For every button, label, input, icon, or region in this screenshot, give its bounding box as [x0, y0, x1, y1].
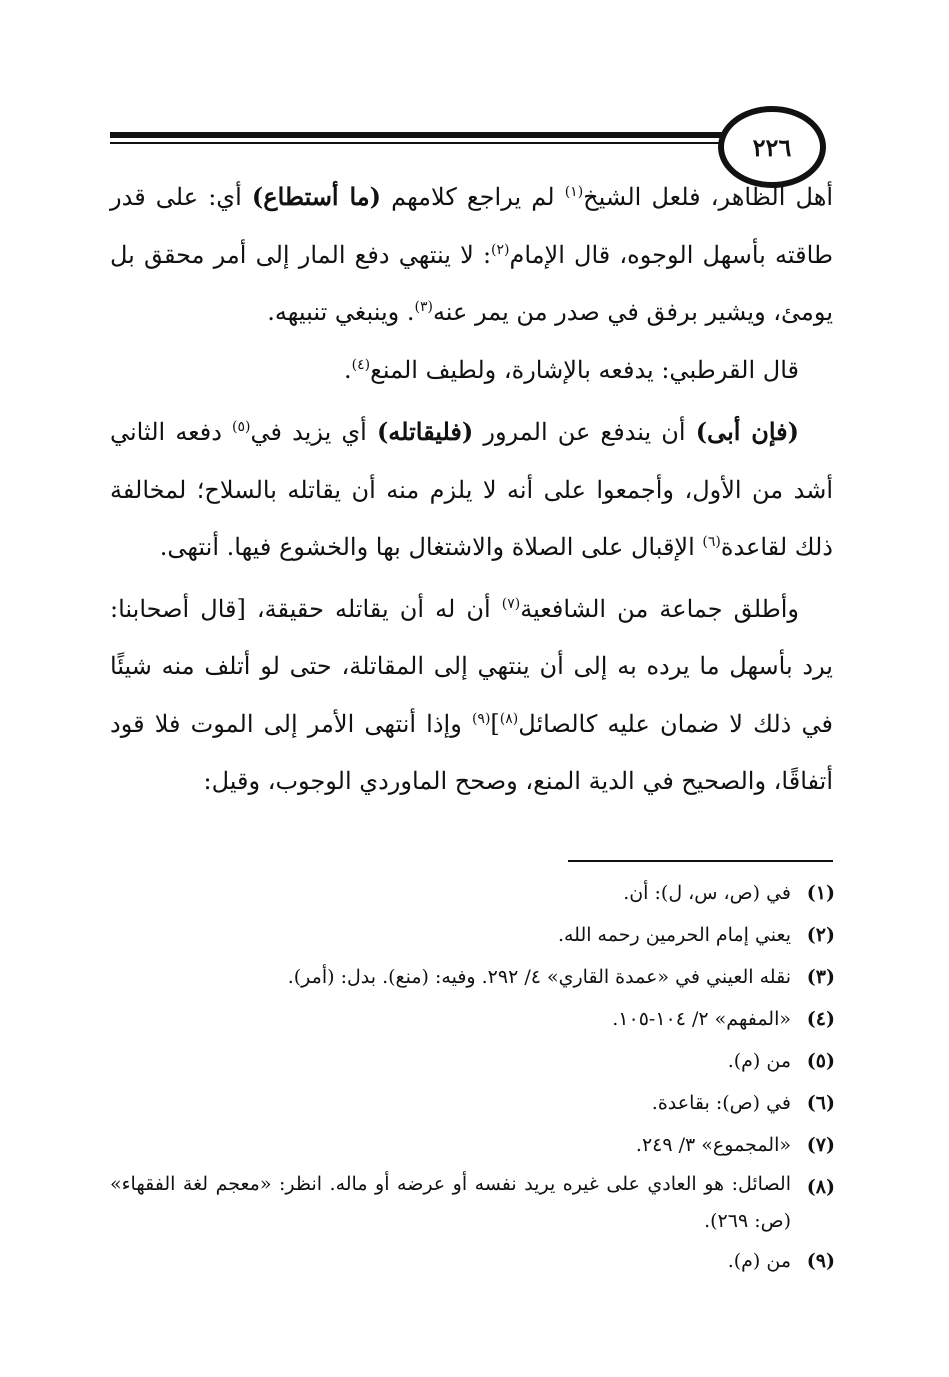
footnote-number: (١) — [806, 882, 835, 904]
footnote-ref-8: (٨) — [499, 710, 519, 727]
footnote-2 — [110, 914, 835, 956]
footnote-ref-7: (٧) — [501, 595, 521, 612]
footnote-text: «المجموع» ٣/ ٢٤٩. — [635, 1134, 791, 1156]
footnote-1 — [110, 872, 835, 914]
matn-quote: (فليقاتله) — [376, 417, 474, 446]
footnote-number: (٧) — [806, 1134, 835, 1156]
footnote-number: (٥) — [806, 1050, 835, 1072]
footnotes — [110, 872, 835, 1282]
text-run: وأطلق جماعة من الشافعية — [520, 594, 800, 623]
footnote-number: (٩) — [806, 1250, 835, 1272]
footnote-ref-5: (٥) — [232, 419, 251, 435]
text-run: لم يراجع كلامهم — [381, 183, 565, 211]
text-run: دفعه الثاني أشد من الأول، وأجمعوا على أنه لا يلزم منه أن يقاتله بالسلاح؛ لمخالفة ذلك لقاعدة — [110, 418, 833, 561]
footnote-text: في (ص، س، ل): أن. — [623, 882, 791, 904]
text-run: الإقبال على الصلاة والاشتغال بها والخشوع فيها. أنتهى. — [159, 533, 703, 561]
footnote-9 — [110, 1240, 835, 1282]
text-run: أي يزيد في — [250, 418, 377, 446]
footnote-text: الصائل: هو العادي على غيره يريد نفسه أو عرضه أو ماله. انظر: «معجم لغة الفقهاء» (ص: ٢٦٩). — [110, 1173, 791, 1232]
footnote-4 — [110, 998, 835, 1040]
paragraph-2 — [110, 342, 833, 400]
footnote-ref-2: (٢) — [491, 241, 510, 258]
footnote-text: في (ص): بقاعدة. — [651, 1092, 791, 1114]
footnote-number: (٤) — [806, 1008, 835, 1030]
footnote-5 — [110, 1040, 835, 1082]
footnote-number: (٣) — [806, 966, 835, 988]
paragraph-4 — [110, 581, 833, 811]
footnote-ref-6: (٦) — [702, 534, 721, 550]
text-run: ] — [490, 709, 500, 738]
page-number: ٢٢٦ — [752, 132, 792, 162]
footnote-3 — [110, 956, 835, 998]
footnote-8 — [110, 1166, 835, 1240]
paragraph-3 — [110, 403, 833, 577]
matn-quote: (فإن أبى) — [695, 417, 800, 446]
footnote-6 — [110, 1082, 835, 1124]
footnote-number: (٨) — [806, 1176, 835, 1198]
footnote-number: (٦) — [806, 1092, 835, 1114]
footnote-ref-9: (٩) — [471, 710, 491, 727]
footnote-text: «المفهم» ٢/ ١٠٤-١٠٥. — [612, 1008, 791, 1030]
text-run: أن له أن يقاتله حقيقة، [قال أصحابنا: يرد بأسهل ما يرده به إلى أن ينتهي إلى المقاتلة، حتى لو أتلف منه شيئًا في ذلك لا ضمان عليه كالصائل — [110, 594, 833, 738]
footnote-ref-3: (٣) — [414, 299, 433, 315]
footnote-text: نقله العيني في «عمدة القاري» ٤/ ٢٩٢. وفيه: (منع). بدل: (أمر). — [287, 966, 791, 988]
text-run: أي: على قدر طاقته بأسهل الوجوه، قال الإمام — [110, 183, 834, 269]
footnote-separator — [568, 860, 833, 862]
footnote-text: من (م). — [727, 1250, 791, 1272]
text-run: : لا ينتهي دفع المار إلى أمر محقق بل يومئ، ويشير برفق في صدر من يمر عنه — [110, 240, 833, 326]
footnote-ref-1: (١) — [564, 184, 584, 200]
header-rule-thick — [110, 132, 800, 138]
matn-quote: (ما أستطاع) — [251, 182, 381, 211]
text-run: وإذا أنتهى الأمر إلى الموت فلا قود أتفاقًا، والصحيح في الدية المنع، وصحح الماوردي الوجوب، وقيل: — [110, 709, 833, 795]
footnote-number: (٢) — [806, 924, 835, 946]
text-run: أن يندفع عن المرور — [473, 418, 696, 446]
header-rule-thin — [110, 142, 800, 144]
footnote-text: من (م). — [727, 1050, 791, 1072]
footnote-7 — [110, 1124, 835, 1166]
text-run: . — [343, 355, 352, 384]
main-text — [110, 168, 833, 811]
text-run: قال القرطبي: يدفعه بالإشارة، ولطيف المنع — [370, 355, 799, 384]
footnote-text: يعني إمام الحرمين رحمه الله. — [557, 924, 791, 946]
text-run: أهل الظاهر، فلعل الشيخ — [583, 183, 834, 211]
paragraph-1 — [110, 168, 833, 342]
text-run: . وينبغي تنبيهه. — [267, 298, 415, 326]
footnote-ref-4: (٤) — [351, 356, 371, 373]
